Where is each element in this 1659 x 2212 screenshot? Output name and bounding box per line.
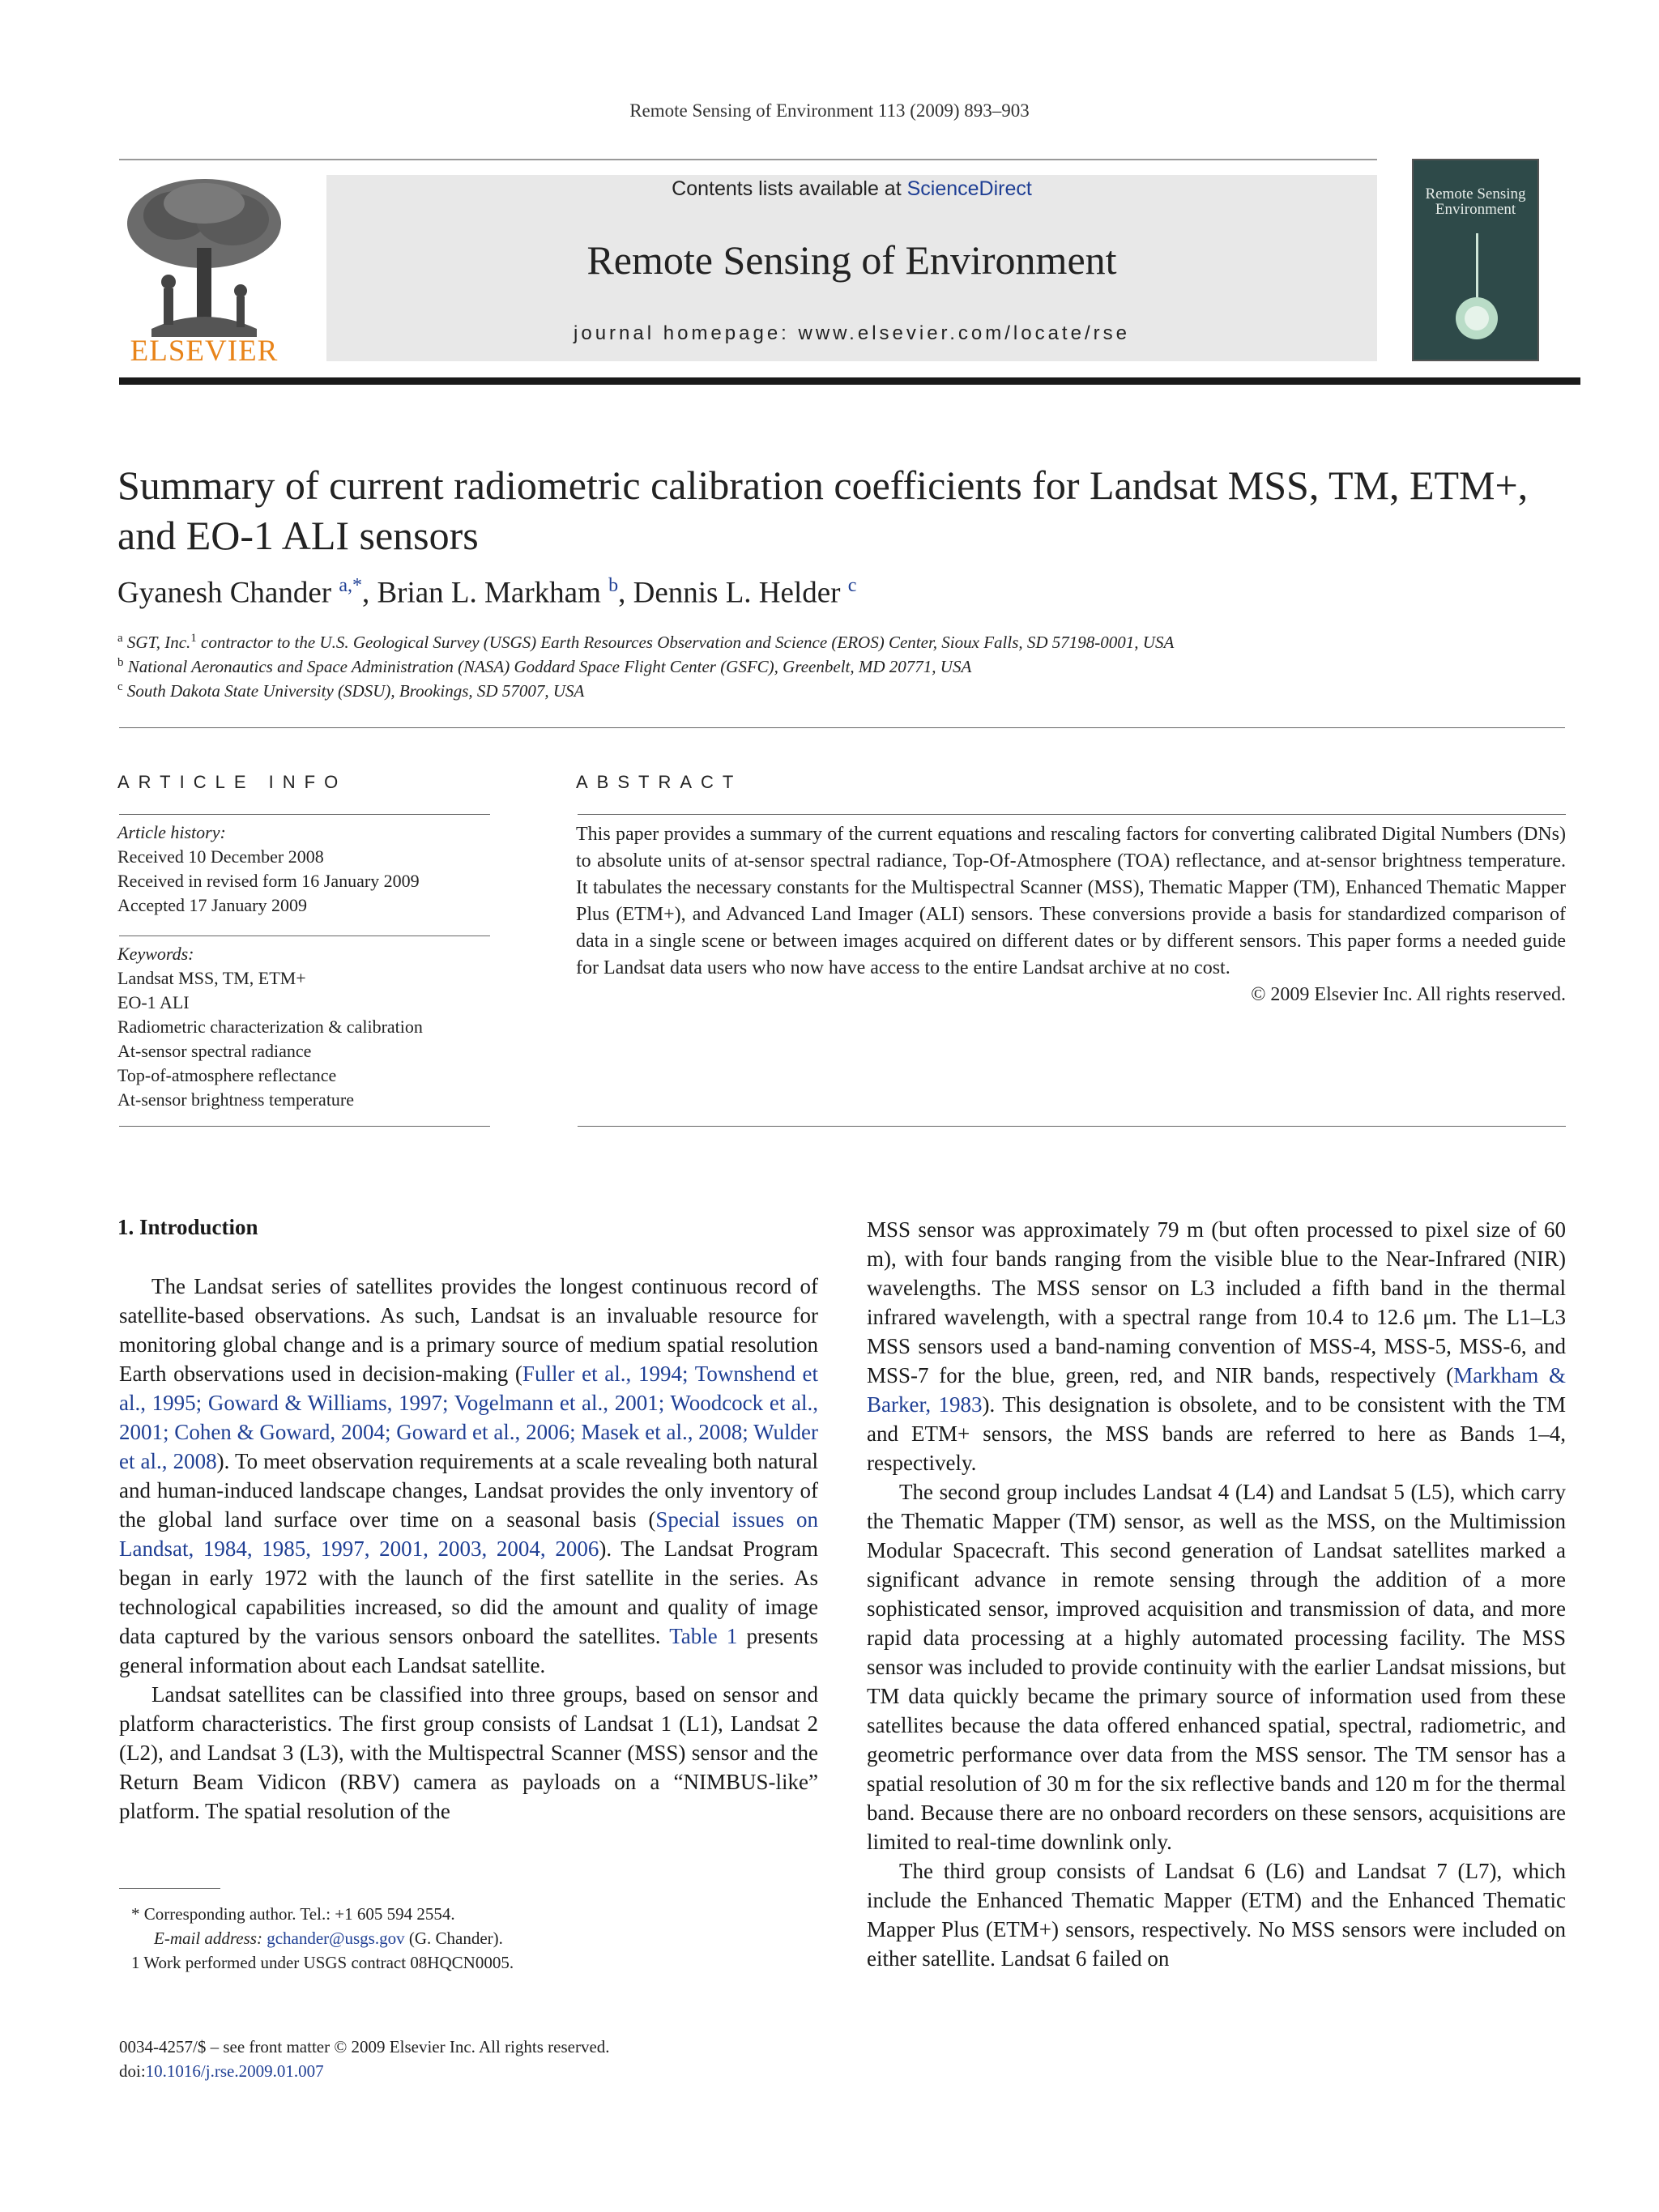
author-list: Gyanesh Chander $^{a,*}$, Brian L. Markham $^b$, Dennis L. Helder $^c$ bbox=[117, 575, 857, 610]
history-item: Accepted 17 January 2009 bbox=[117, 895, 307, 915]
paragraph: The Landsat series of satellites provides the longest continuous record of satellite-based observations. As such, Landsat is an invaluable resource for monitoring global change and is a primary source of medium spatial resolution Earth observations used in decision-making (Fuller et al., 1994; Townshend et al., 1995; Goward & Williams, 1997; Vogelmann et al., 2001; Woodcock et al., 2001; Cohen & Goward, 2004; Goward et al., 2006; Masek et al., 2008; Wulder et al., 2008). To meet observation requirements at a scale revealing both natural and human-induced landscape changes, Landsat provides the only inventory of the global land surface over time on a seasonal basis (Special issues on Landsat, 1984, 1985, 1997, 2001, 2003, 2004, 2006). The Landsat Program began in early 1972 with the launch of the first satellite in the series. As technological capabilities increased, so did the amount and quality of image data captured by the various sensors onboard the satellites. Table 1 presents general information about each Landsat satellite. bbox=[119, 1274, 819, 1677]
contents-prefix: Contents lists available at bbox=[672, 177, 907, 200]
table-link[interactable]: Table 1 bbox=[669, 1624, 738, 1648]
issn-line: 0034-4257/$ – see front matter © 2009 Elsevier Inc. All rights reserved. bbox=[119, 2037, 610, 2056]
keyword-item: EO-1 ALI bbox=[117, 992, 190, 1012]
keyword-item: At-sensor spectral radiance bbox=[117, 1041, 312, 1061]
abstract-copyright: © 2009 Elsevier Inc. All rights reserved. bbox=[1251, 984, 1566, 1005]
header-thick-rule bbox=[119, 377, 1580, 385]
abstract-heading: ABSTRACT bbox=[576, 772, 743, 792]
email-link[interactable]: gchander@usgs.gov bbox=[267, 1929, 405, 1948]
journal-name: Remote Sensing of Environment bbox=[586, 237, 1117, 283]
contract-note: 1 Work performed under USGS contract 08HQCN0005. bbox=[131, 1953, 514, 1972]
author-name: Dennis L. Helder bbox=[633, 576, 841, 610]
cover-title: Remote Sensing Environment bbox=[1425, 185, 1526, 218]
doi-line: doi:10.1016/j.rse.2009.01.007 bbox=[119, 2061, 324, 2081]
article-info-heading: ARTICLE INFO bbox=[117, 772, 348, 792]
author-name: Gyanesh Chander bbox=[117, 576, 332, 610]
elsevier-logo bbox=[119, 175, 289, 368]
paragraph: MSS sensor was approximately 79 m (but often processed to pixel size of 60 m), with four bands ranging from the visible blue to the Near-Infrared (NIR) wavelengths. The MSS sensor on L3 included a fifth band in the thermal infrared wavelength, with a spectral range from 10.4 to 12.6 μm. The L1–L3 MSS sensors used a band-naming convention of MSS-4, MSS-5, MSS-6, and MSS-7 for the blue, green, red, and NIR bands, respectively (Markham & Barker, 1983). This designation is obsolete, and to be consistent with the TM and ETM+ sensors, the MSS bands are referred to here as Bands 1–4, respectively. bbox=[867, 1217, 1566, 1475]
affiliation-c: $^c$ South Dakota State University (SDSU), Brookings, SD 57007, USA bbox=[117, 680, 585, 701]
author-affil-mark[interactable]: c bbox=[847, 575, 857, 596]
history-item: Received 10 December 2008 bbox=[117, 846, 324, 867]
article-info-rule bbox=[119, 814, 490, 815]
affiliation-b: $^b$ National Aeronautics and Space Administration (NASA) Goddard Space Flight Center (GSFC), Greenbelt, MD 20771, USA bbox=[117, 656, 972, 676]
keyword-item: Top-of-atmosphere reflectance bbox=[117, 1065, 337, 1085]
corresponding-author-note: * Corresponding author. Tel.: +1 605 594 2554. bbox=[131, 1904, 455, 1924]
paragraph: The second group includes Landsat 4 (L4) and Landsat 5 (L5), which carry the Thematic Mapper (TM) sensor, as well as the MSS, on the Multimission Modular Spacecraft. This second generation of Landsat satellites marked a significant advance in remote sensing through the addition of a more sophisticated sensor, improved acquisition and transmission of data, and more rapid data processing at a highly automated processing facility. The MSS sensor was included to provide continuity with the earlier Landsat missions, but TM data quickly became the primary source of information used from these satellites because the data offered enhanced spatial, spectral, radiometric, and geometric performance over data from the MSS sensor. The TM sensor has a spatial resolution of 30 m for the six reflective bands and 120 m for the thermal band. Because there are no onboard recorders on these sensors, acquisitions are limited to real-time downlink only. bbox=[867, 1480, 1566, 1854]
left-column bbox=[119, 1272, 818, 1826]
journal-homepage[interactable]: journal homepage: www.elsevier.com/locate/rse bbox=[574, 322, 1130, 344]
elsevier-wordmark: ELSEVIER bbox=[130, 335, 279, 368]
doi-link[interactable]: 10.1016/j.rse.2009.01.007 bbox=[145, 2061, 324, 2081]
citation-link[interactable]: Special issues on Landsat, 1984, 1985, 1997, 2001, 2003, 2004, 2006 bbox=[119, 1507, 819, 1561]
journal-cover bbox=[1412, 159, 1539, 361]
footnotes bbox=[119, 1902, 816, 1975]
footnote-rule bbox=[119, 1888, 220, 1889]
running-head: Remote Sensing of Environment 113 (2009) 893–903 bbox=[629, 100, 1030, 121]
sciencedirect-link[interactable]: ScienceDirect bbox=[906, 177, 1032, 200]
author-affil-mark[interactable]: b bbox=[608, 575, 619, 596]
affiliations-rule bbox=[119, 727, 1565, 728]
paragraph: The third group consists of Landsat 6 (L6) and Landsat 7 (L7), which include the Enhanced Thematic Mapper (ETM) and the Enhanced Thematic Mapper Plus (ETM+) sensors, respectively. No MSS sensors were included on either satellite. Landsat 6 failed on bbox=[867, 1859, 1566, 1971]
email-note: E-mail address: gchander@usgs.gov (G. Chander). bbox=[154, 1929, 503, 1948]
right-column bbox=[867, 1215, 1566, 1973]
contents-line bbox=[326, 177, 1377, 201]
abstract-bottom-rule bbox=[578, 1126, 1566, 1127]
front-matter bbox=[119, 2035, 848, 2083]
author-name: Brian L. Markham bbox=[377, 576, 601, 610]
abstract-rule bbox=[578, 814, 1566, 815]
author-affil-mark[interactable]: a,* bbox=[339, 575, 362, 596]
keyword-item: Radiometric characterization & calibration bbox=[117, 1016, 423, 1037]
keyword-item: At-sensor brightness temperature bbox=[117, 1089, 355, 1110]
keywords: Keywords: Landsat MSS, TM, ETM+ EO-1 ALI Radiometric characterization & calibration At-sensor spectral radiance Top-of-atmosphere reflectance At-sensor brightness temperature bbox=[117, 942, 490, 1112]
keyword-item: Landsat MSS, TM, ETM+ bbox=[117, 968, 306, 988]
history-item: Received in revised form 16 January 2009 bbox=[117, 871, 420, 891]
section-heading: 1. Introduction bbox=[117, 1215, 258, 1239]
cover-art-icon bbox=[1414, 160, 1539, 361]
article-history: Article history: Received 10 December 2008 Received in revised form 16 January 2009 Accepted 17 January 2009 bbox=[117, 820, 490, 918]
header-rule bbox=[119, 159, 1377, 160]
article-info-bottom-rule bbox=[119, 1126, 490, 1127]
citation-link[interactable]: Markham & Barker, 1983 bbox=[867, 1363, 1566, 1417]
affiliation-a: $^a$ SGT, Inc.$^1$ contractor to the U.S. Geological Survey (USGS) Earth Resources Observation and Science (EROS) Center, Sioux Falls, SD 57198-0001, USA bbox=[117, 632, 1175, 652]
abstract-text: This paper provides a summary of the current equations and rescaling factors for converting calibrated Digital Numbers (DNs) to absolute units of at-sensor spectral radiance, Top-Of-Atmosphere (TOA) reflectance, and at-sensor brightness temperature. It tabulates the necessary constants for the Multispectral Scanner (MSS), Thematic Mapper (TM), Enhanced Thematic Mapper Plus (ETM+), and Advanced Land Imager (ALI) sensors. These conversions provide a basis for standardized comparison of data in a single scene or between images acquired on different dates or by different sensors. This paper forms a needed guide for Landsat data users who now have access to the entire Landsat archive at no cost. © 2009 Elsevier Inc. All rights reserved. bbox=[576, 821, 1566, 1008]
citation-link[interactable]: Fuller et al., 1994; Townshend et al., 1995; Goward & Williams, 1997; Vogelmann et al., 2001; Woodcock et al., 2001; Cohen & Goward, 2004; Goward et al., 2006; Masek et al., 2008; Wulder et al., 2008 bbox=[119, 1362, 819, 1473]
article-title: Summary of current radiometric calibration coefficients for Landsat MSS, TM, ETM+, and EO-1 ALI sensors bbox=[117, 462, 1529, 558]
paragraph: Landsat satellites can be classified into three groups, based on sensor and platform characteristics. The first group consists of Landsat 1 (L1), Landsat 2 (L2), and Landsat 3 (L3), with the Multispectral Scanner (MSS) sensor and the Return Beam Vidicon (RBV) camera as payloads on a “NIMBUS-like” platform. The spatial resolution of the bbox=[119, 1682, 818, 1823]
